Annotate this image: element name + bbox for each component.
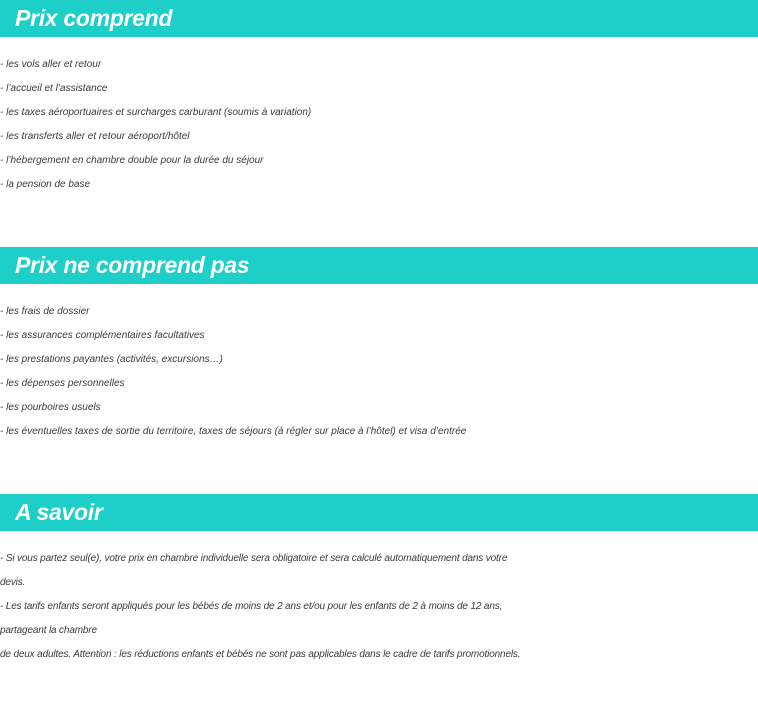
info-line: devis.	[0, 577, 26, 588]
list-item: - l’accueil et l’assistance	[0, 83, 108, 94]
info-line: partageant la chambre	[0, 625, 97, 636]
section-title: Prix ne comprend pas	[15, 252, 250, 278]
list-item: - les pourboires usuels	[0, 402, 101, 413]
list-item: - les éventuelles taxes de sortie du territoire, taxes de séjours (à régler sur place à l’hôtel) et visa d’entrée	[0, 426, 467, 437]
info-line: de deux adultes. Attention : les réductions enfants et bébés ne sont pas applicables dans le cadre de tarifs promotionnels.	[0, 649, 521, 660]
info-line: - Si vous partez seul(e), votre prix en chambre individuelle sera obligatoire et sera calculé automatiquement dans votre	[0, 553, 508, 564]
included-list	[0, 53, 758, 197]
info-list	[0, 547, 758, 667]
list-item: - les prestations payantes (activités, excursions…)	[0, 354, 223, 365]
section-header	[0, 494, 758, 531]
list-item: - les transferts aller et retour aéroport/hôtel	[0, 131, 190, 142]
section-a-savoir	[0, 494, 758, 667]
list-item: - les dépenses personnelles	[0, 378, 125, 389]
section-title: Prix comprend	[15, 5, 173, 31]
section-prix-ne-comprend-pas	[0, 247, 758, 444]
section-header	[0, 247, 758, 284]
list-item: - la pension de base	[0, 179, 91, 190]
list-item: - les vols aller et retour	[0, 59, 102, 70]
list-item: - les taxes aéroportuaires et surcharges carburant (soumis à variation)	[0, 107, 312, 118]
list-item: - les frais de dossier	[0, 306, 90, 317]
list-item: - l’hébergement en chambre double pour la durée du séjour	[0, 155, 264, 166]
info-line: - Les tarifs enfants seront appliqués pour les bébés de moins de 2 ans et/ou pour les enfants de 2 à moins de 12 ans,	[0, 601, 503, 612]
list-item: - les assurances complémentaires facultatives	[0, 330, 205, 341]
section-prix-comprend	[0, 0, 758, 197]
not-included-list	[0, 300, 758, 444]
section-header	[0, 0, 758, 37]
section-title: A savoir	[15, 499, 103, 525]
